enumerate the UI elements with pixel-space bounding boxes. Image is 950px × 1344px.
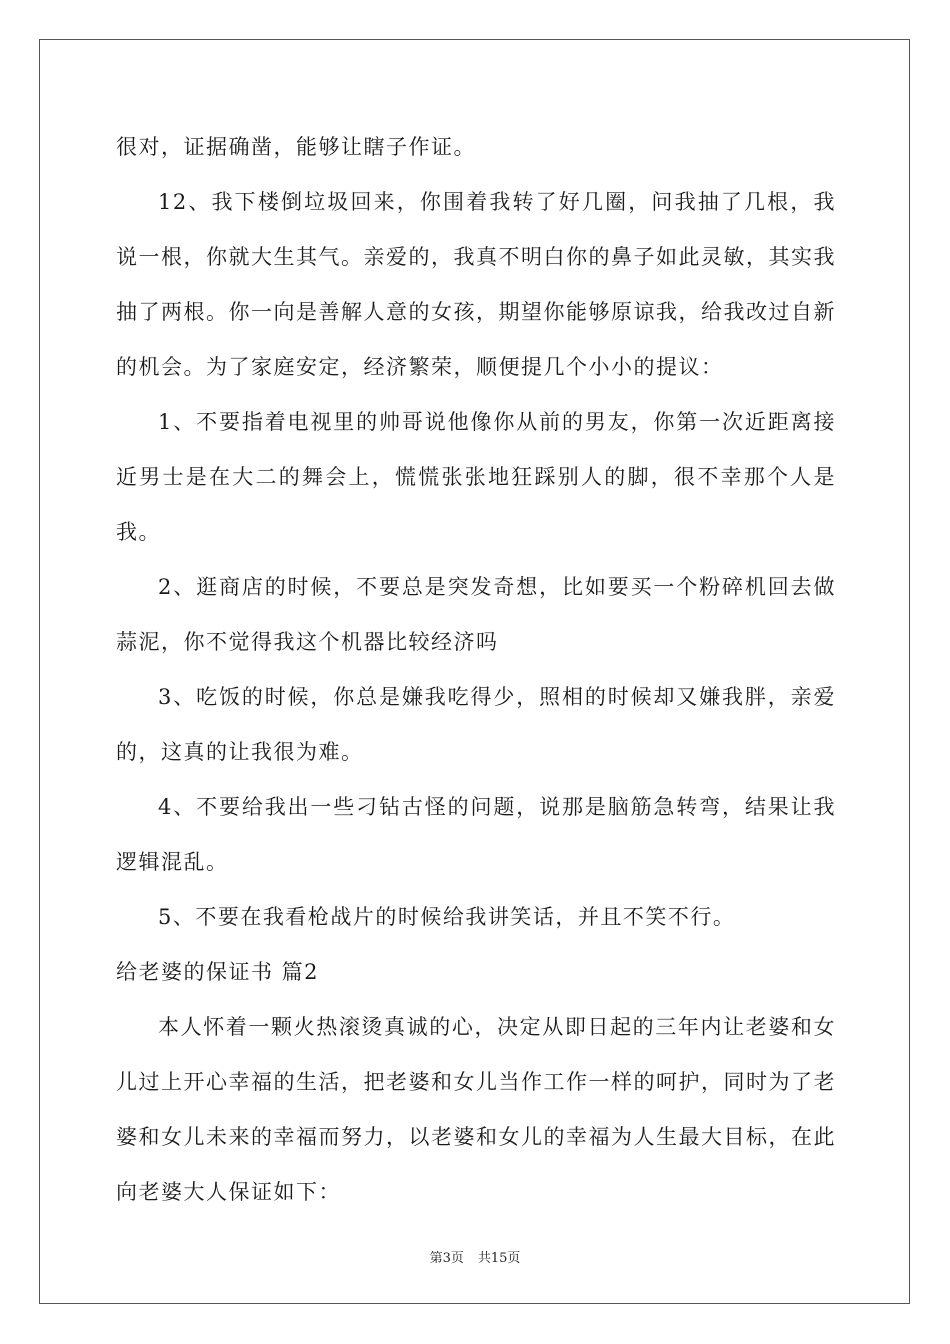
page-number: 第3页 xyxy=(429,1251,464,1266)
paragraph-item-12: 12、我下楼倒垃圾回来，你围着我转了好几圈，问我抽了几根，我说一根，你就大生其气。亲爱的，我真不明白你的鼻子如此灵敏，其实我抽了两根。你一向是善解人意的女孩，期望你能够原谅我，给我改过自新的机会。为了家庭安定，经济繁荣，顺便提几个小小的提议： xyxy=(116,190,836,379)
paragraph-section-intro: 本人怀着一颗火热滚烫真诚的心，决定从即日起的三年内让老婆和女儿过上开心幸福的生活，把老婆和女儿当作工作一样的呵护，同时为了老婆和女儿未来的幸福而努力，以老婆和女儿的幸福为人生最大目标，在此向老婆大人保证如下： xyxy=(116,1015,836,1204)
document-body xyxy=(116,120,836,1220)
paragraph-item-2: 2、逛商店的时候，不要总是突发奇想，比如要买一个粉碎机回去做蒜泥，你不觉得我这个机器比较经济吗 xyxy=(116,575,836,654)
paragraph-continuation: 很对，证据确凿，能够让瞎子作证。 xyxy=(116,135,476,159)
total-pages: 共15页 xyxy=(477,1251,521,1266)
section-heading: 给老婆的保证书 篇2 xyxy=(116,960,320,984)
paragraph-item-1: 1、不要指着电视里的帅哥说他像你从前的男友，你第一次近距离接近男士是在大二的舞会上，慌慌张张地狂踩别人的脚，很不幸那个人是我。 xyxy=(116,410,836,544)
paragraph-item-4: 4、不要给我出一些刁钻古怪的问题，说那是脑筋急转弯，结果让我逻辑混乱。 xyxy=(116,795,836,874)
paragraph-item-5: 5、不要在我看枪战片的时候给我讲笑话，并且不笑不行。 xyxy=(158,905,736,929)
paragraph-item-3: 3、吃饭的时候，你总是嫌我吃得少，照相的时候却又嫌我胖，亲爱的，这真的让我很为难。 xyxy=(116,685,836,764)
page-footer xyxy=(0,1247,950,1266)
